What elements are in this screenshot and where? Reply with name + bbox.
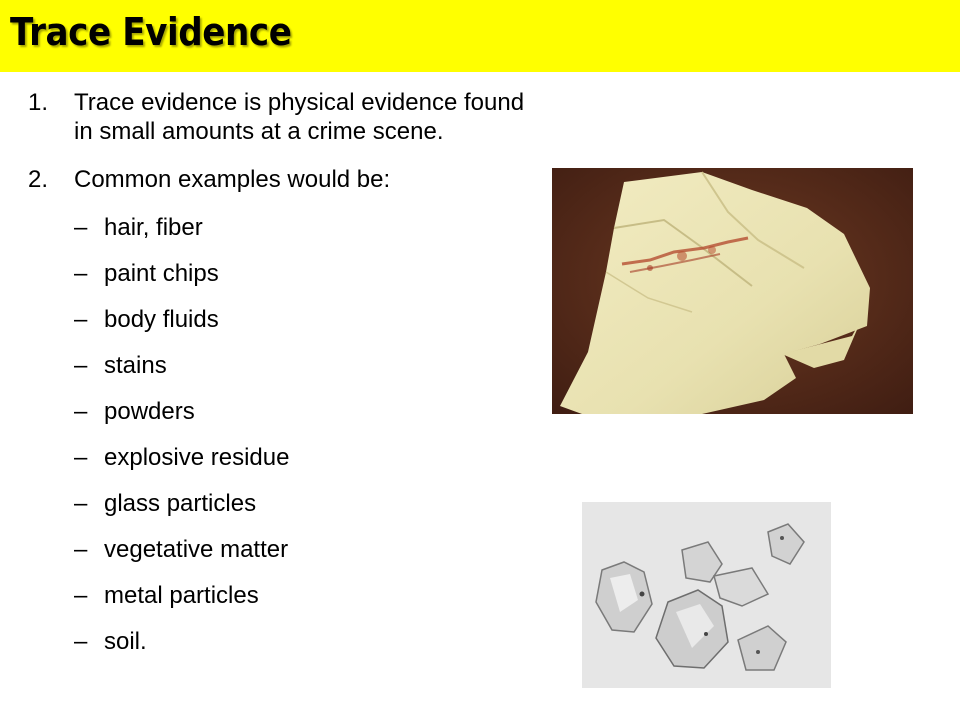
numbered-item (28, 88, 548, 146)
dash-marker: – (74, 444, 88, 471)
dash-marker: – (74, 582, 88, 609)
glass-particles-illustration (582, 502, 831, 688)
item-text: Common examples would be: (74, 166, 391, 193)
sub-item (28, 443, 548, 489)
bullet-list (28, 88, 548, 673)
dash-marker: – (74, 490, 88, 517)
bloodstained-tissue-photo (552, 168, 913, 414)
title-bar (0, 0, 960, 72)
numbered-item (28, 165, 548, 194)
dash-marker: – (74, 628, 88, 655)
sub-item (28, 627, 548, 673)
sub-item-text: powders (104, 398, 195, 425)
dash-marker: – (74, 398, 88, 425)
sub-item (28, 305, 548, 351)
dash-marker: – (74, 306, 88, 333)
sub-item-text: metal particles (104, 582, 259, 609)
item-number: 2. (28, 166, 49, 193)
item-text: Trace evidence is physical evidence found in small amounts at a crime scene. (74, 89, 525, 145)
dash-marker: – (74, 260, 88, 287)
dash-marker: – (74, 536, 88, 563)
slide-title: Trace Evidence (10, 10, 292, 54)
sub-item-text: explosive residue (104, 444, 290, 471)
sub-item (28, 397, 548, 443)
sub-item (28, 489, 548, 535)
sub-item (28, 213, 548, 259)
sub-item-text: paint chips (104, 260, 219, 287)
glass-particles-photo (582, 502, 831, 688)
sub-item (28, 351, 548, 397)
sub-item (28, 259, 548, 305)
sub-item-text: soil. (104, 628, 147, 655)
sub-item-text: body fluids (104, 306, 219, 333)
sub-item-text: stains (104, 352, 167, 379)
dash-marker: – (74, 352, 88, 379)
sub-item-text: hair, fiber (104, 214, 203, 241)
sub-item-text: vegetative matter (104, 536, 289, 563)
sub-item-text: glass particles (104, 490, 257, 517)
dash-marker: – (74, 214, 88, 241)
sub-item (28, 581, 548, 627)
tissue-illustration (552, 168, 913, 414)
item-number: 1. (28, 89, 49, 116)
sub-item (28, 535, 548, 581)
